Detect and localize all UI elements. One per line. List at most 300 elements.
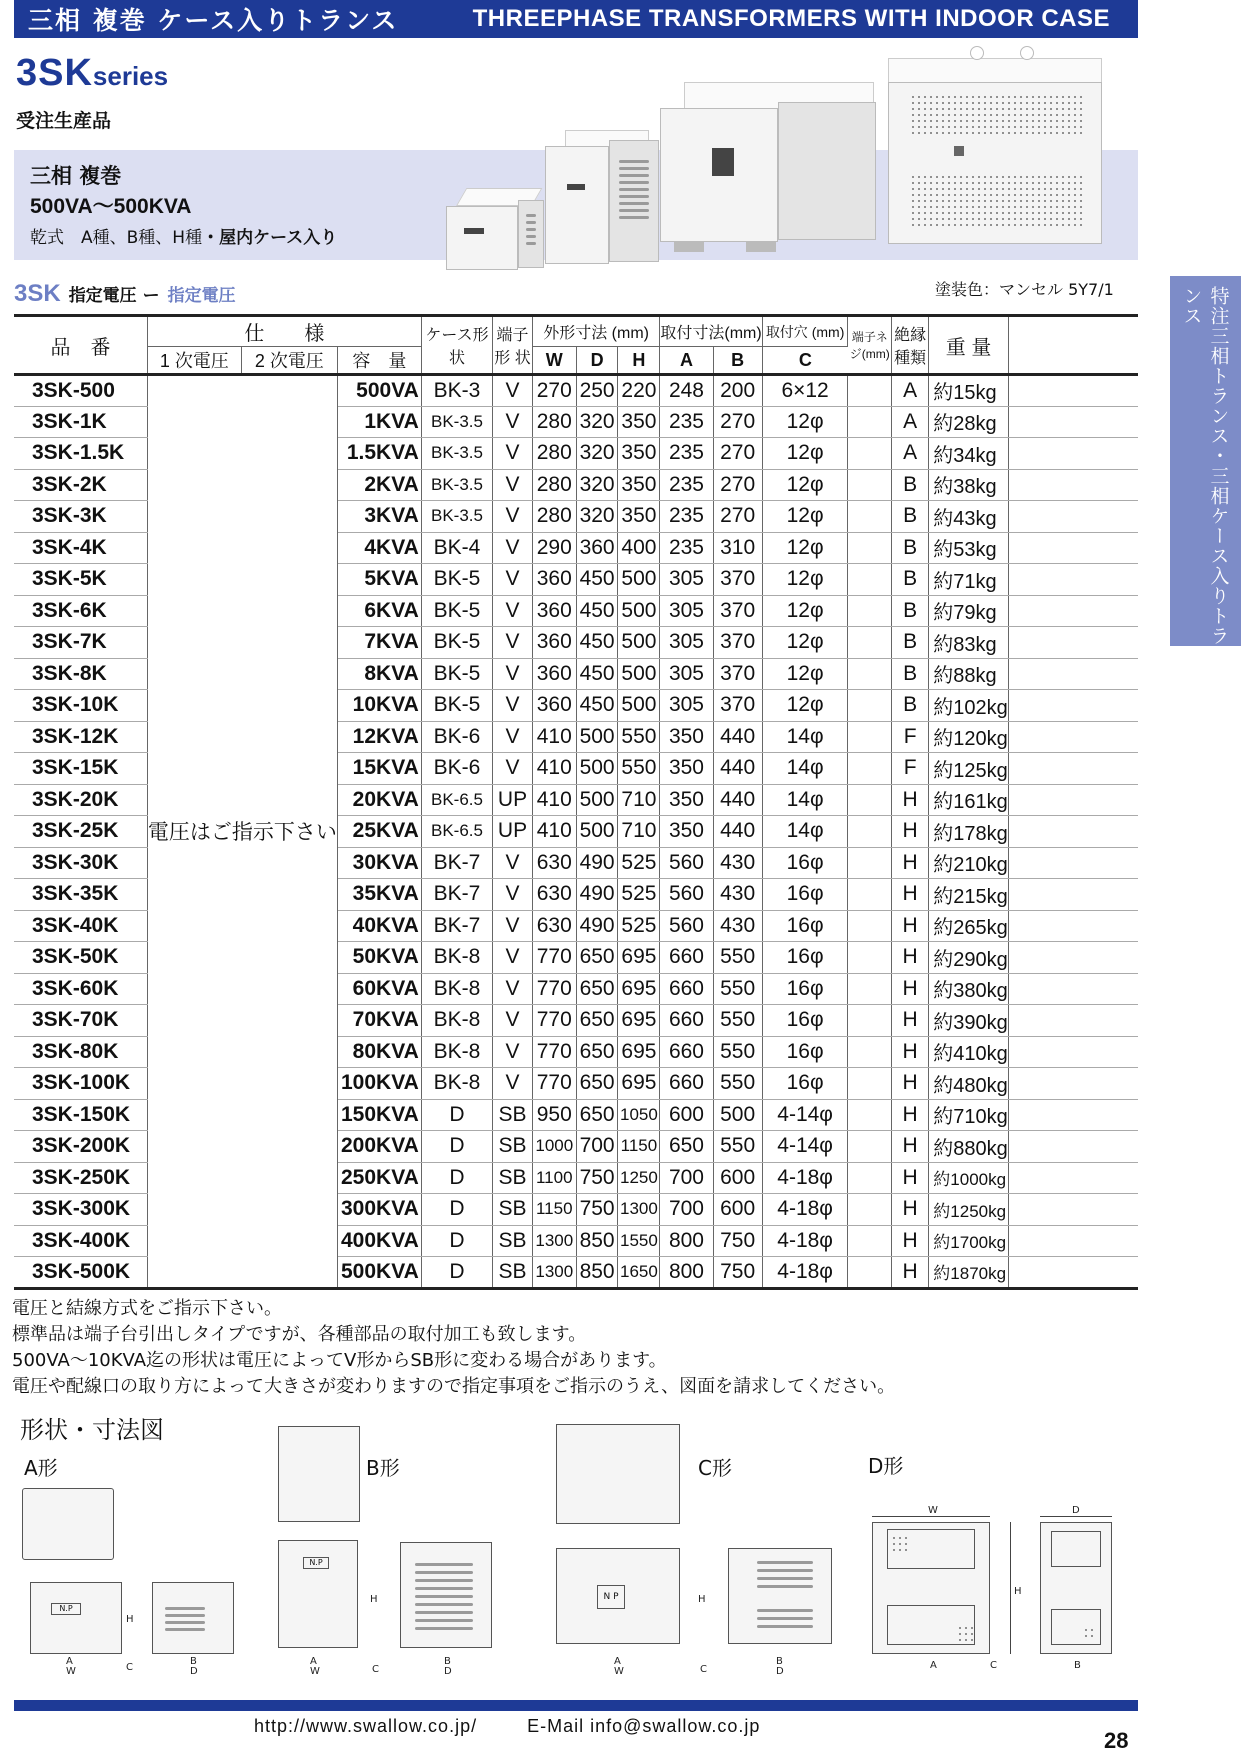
cell-a: 305 (660, 564, 713, 596)
cell-terminal-screw (848, 1005, 892, 1037)
cell-w: 770 (532, 942, 576, 974)
cell-insulation: A (891, 406, 928, 438)
cell-d: 450 (576, 627, 618, 659)
cell-c: 16φ (762, 910, 848, 942)
cell-model: 3SK-20K (14, 784, 147, 816)
footer-bar (14, 1700, 1138, 1711)
cell-insulation: B (891, 564, 928, 596)
cell-insulation: H (891, 1036, 928, 1068)
cell-b: 270 (713, 501, 762, 533)
cell-terminal-shape: V (493, 532, 533, 564)
cell-b: 270 (713, 406, 762, 438)
cell-a: 248 (660, 375, 713, 407)
cell-terminal-shape: V (493, 721, 533, 753)
series-big: 3SK (16, 52, 93, 94)
cell-a: 235 (660, 406, 713, 438)
cell-c: 4-18φ (762, 1194, 848, 1226)
cell-w: 630 (532, 879, 576, 911)
cell-spacer (1008, 1068, 1138, 1100)
cell-d: 320 (576, 469, 618, 501)
cell-spacer (1008, 784, 1138, 816)
cell-a: 305 (660, 627, 713, 659)
cell-terminal-shape: V (493, 690, 533, 722)
cell-h: 350 (618, 438, 660, 470)
cell-terminal-screw (848, 501, 892, 533)
cell-spacer (1008, 879, 1138, 911)
note-1: 電圧と結線方式をご指示下さい。 (12, 1298, 282, 1319)
cell-a: 660 (660, 942, 713, 974)
cell-b: 310 (713, 532, 762, 564)
cell-a: 235 (660, 469, 713, 501)
cell-model: 3SK-15K (14, 753, 147, 785)
cell-insulation: H (891, 1162, 928, 1194)
cell-c: 12φ (762, 658, 848, 690)
cell-h: 550 (618, 721, 660, 753)
cell-insulation: H (891, 1225, 928, 1257)
cell-spacer (1008, 910, 1138, 942)
cell-case-shape: BK-5 (421, 595, 492, 627)
shape-c-dim-h: H (698, 1594, 706, 1605)
cell-terminal-shape: V (493, 438, 533, 470)
cell-insulation: B (891, 595, 928, 627)
cell-spacer (1008, 1225, 1138, 1257)
cell-d: 360 (576, 532, 618, 564)
cell-weight: 約390kg (929, 1005, 1009, 1037)
cell-weight: 約161kg (929, 784, 1009, 816)
shape-a-label: A形 (24, 1456, 58, 1480)
cell-terminal-shape: V (493, 658, 533, 690)
cell-insulation: H (891, 816, 928, 848)
cell-b: 550 (713, 1036, 762, 1068)
cell-terminal-shape: V (493, 847, 533, 879)
cell-w: 410 (532, 721, 576, 753)
shape-b-np: N.P (303, 1557, 329, 1569)
shape-d-dim-d: D (1072, 1505, 1080, 1516)
cell-case-shape: BK-8 (421, 1005, 492, 1037)
shape-d-dim-w: W (928, 1505, 938, 1516)
cell-b: 750 (713, 1257, 762, 1289)
cell-weight: 約880kg (929, 1131, 1009, 1163)
cell-terminal-shape: SB (493, 1194, 533, 1226)
cell-c: 4-14φ (762, 1131, 848, 1163)
cell-d: 700 (576, 1131, 618, 1163)
cell-c: 12φ (762, 627, 848, 659)
cell-spacer (1008, 847, 1138, 879)
cell-a: 650 (660, 1131, 713, 1163)
product-image-large (660, 82, 880, 262)
cell-b: 430 (713, 847, 762, 879)
th-capacity: 容 量 (337, 347, 421, 375)
cell-terminal-shape: V (493, 627, 533, 659)
cell-d: 650 (576, 1005, 618, 1037)
cell-model: 3SK-60K (14, 973, 147, 1005)
cell-terminal-screw (848, 532, 892, 564)
cell-w: 770 (532, 973, 576, 1005)
cell-weight: 約38kg (929, 469, 1009, 501)
cell-weight: 約83kg (929, 627, 1009, 659)
cell-b: 270 (713, 469, 762, 501)
cell-model: 3SK-1K (14, 406, 147, 438)
cell-spacer (1008, 753, 1138, 785)
cell-a: 235 (660, 501, 713, 533)
cell-b: 500 (713, 1099, 762, 1131)
cell-case-shape: BK-3.5 (421, 501, 492, 533)
th-case-shape: ケース形 状 (421, 316, 492, 375)
cell-weight: 約265kg (929, 910, 1009, 942)
cell-case-shape: BK-7 (421, 879, 492, 911)
header-bar (14, 0, 1138, 38)
shape-d-dim-c: C (990, 1660, 997, 1671)
cell-h: 525 (618, 910, 660, 942)
cell-a: 800 (660, 1225, 713, 1257)
cell-d: 450 (576, 564, 618, 596)
cell-h: 1300 (618, 1194, 660, 1226)
cell-c: 14φ (762, 816, 848, 848)
cell-a: 660 (660, 973, 713, 1005)
cell-case-shape: BK-8 (421, 1036, 492, 1068)
cell-spacer (1008, 942, 1138, 974)
note-2: 標準品は端子台引出しタイプですが、各種部品の取付加工も致します。 (12, 1324, 587, 1345)
cell-weight: 約1250kg (929, 1194, 1009, 1226)
cell-a: 660 (660, 1068, 713, 1100)
cell-b: 370 (713, 595, 762, 627)
cell-w: 630 (532, 910, 576, 942)
cell-case-shape: BK-3 (421, 375, 492, 407)
cell-spacer (1008, 406, 1138, 438)
cell-capacity: 4KVA (337, 532, 421, 564)
cell-insulation: H (891, 879, 928, 911)
cell-model: 3SK-6K (14, 595, 147, 627)
cell-capacity: 2KVA (337, 469, 421, 501)
cell-a: 700 (660, 1162, 713, 1194)
shape-c-front-view (556, 1548, 680, 1644)
cell-insulation: H (891, 1005, 928, 1037)
cell-c: 12φ (762, 406, 848, 438)
cell-d: 450 (576, 595, 618, 627)
shape-a-np: N.P (51, 1603, 81, 1615)
cell-case-shape: D (421, 1162, 492, 1194)
cell-w: 1300 (532, 1225, 576, 1257)
th-model: 品 番 (14, 316, 147, 375)
cell-spacer (1008, 1005, 1138, 1037)
cell-d: 650 (576, 1099, 618, 1131)
cell-insulation: F (891, 721, 928, 753)
cell-insulation: B (891, 627, 928, 659)
shape-d-dim-b: B (1074, 1660, 1081, 1671)
cell-capacity: 70KVA (337, 1005, 421, 1037)
cell-insulation: B (891, 469, 928, 501)
side-tab-label: 特注三相トランス・三相ケース入りトランス (1180, 286, 1230, 646)
cell-b: 440 (713, 784, 762, 816)
cell-insulation: F (891, 753, 928, 785)
cell-terminal-screw (848, 753, 892, 785)
cell-a: 560 (660, 879, 713, 911)
paint-color: 塗装色：マンセル 5Y7/1 (935, 280, 1114, 299)
cell-model: 3SK-12K (14, 721, 147, 753)
note-3: 500VA～10KVA迄の形状は電圧によってV形からSB形に変わる場合があります。 (12, 1350, 667, 1371)
cell-a: 350 (660, 816, 713, 848)
cell-terminal-shape: V (493, 501, 533, 533)
cell-terminal-shape: V (493, 469, 533, 501)
cell-terminal-screw (848, 564, 892, 596)
shape-c-dim-w: W (614, 1666, 624, 1677)
cell-weight: 約53kg (929, 532, 1009, 564)
cell-terminal-screw (848, 1194, 892, 1226)
cell-case-shape: BK-6.5 (421, 784, 492, 816)
cell-capacity: 10KVA (337, 690, 421, 722)
cell-b: 440 (713, 816, 762, 848)
subheading-text2: 指定電圧 (167, 286, 236, 306)
product-image-medium (545, 130, 660, 266)
cell-weight: 約71kg (929, 564, 1009, 596)
cell-terminal-screw (848, 1036, 892, 1068)
shape-b-dim-w: W (310, 1666, 320, 1677)
shape-a-dim-b: B (190, 1656, 197, 1667)
cell-case-shape: BK-7 (421, 847, 492, 879)
cell-terminal-screw (848, 595, 892, 627)
cell-model: 3SK-400K (14, 1225, 147, 1257)
cell-model: 3SK-5K (14, 564, 147, 596)
cell-terminal-shape: V (493, 564, 533, 596)
cell-d: 320 (576, 406, 618, 438)
cell-c: 12φ (762, 469, 848, 501)
cell-h: 500 (618, 564, 660, 596)
footer-url[interactable]: http://www.swallow.co.jp/ (254, 1716, 478, 1736)
shape-b-side-view (400, 1542, 492, 1648)
cell-c: 14φ (762, 753, 848, 785)
cell-spacer (1008, 721, 1138, 753)
cell-capacity: 40KVA (337, 910, 421, 942)
cell-case-shape: BK-5 (421, 690, 492, 722)
cell-insulation: B (891, 690, 928, 722)
cell-w: 410 (532, 816, 576, 848)
cell-w: 770 (532, 1005, 576, 1037)
cell-b: 440 (713, 721, 762, 753)
series-title (16, 52, 168, 95)
subheading-text1: 指定電圧 ー (68, 286, 160, 306)
cell-capacity: 1KVA (337, 406, 421, 438)
cell-a: 350 (660, 721, 713, 753)
shape-a-side-view (152, 1582, 234, 1654)
th-d: D (576, 347, 618, 375)
cell-h: 350 (618, 501, 660, 533)
cell-spacer (1008, 532, 1138, 564)
cell-d: 650 (576, 973, 618, 1005)
th-spacer (1008, 316, 1138, 375)
shape-a-dim-d: D (190, 1666, 198, 1677)
cell-spacer (1008, 595, 1138, 627)
cell-spacer (1008, 469, 1138, 501)
cell-w: 1300 (532, 1257, 576, 1289)
cell-capacity: 25KVA (337, 816, 421, 848)
cell-model: 3SK-7K (14, 627, 147, 659)
cell-capacity: 60KVA (337, 973, 421, 1005)
shape-d-dim-a: A (930, 1660, 937, 1671)
cell-capacity: 200KVA (337, 1131, 421, 1163)
th-a: A (660, 347, 713, 375)
cell-terminal-screw (848, 879, 892, 911)
cell-c: 12φ (762, 438, 848, 470)
cell-h: 220 (618, 375, 660, 407)
cell-model: 3SK-2K (14, 469, 147, 501)
cell-weight: 約120kg (929, 721, 1009, 753)
cell-w: 770 (532, 1068, 576, 1100)
th-primary: 1 次電圧 (147, 347, 241, 375)
cell-terminal-screw (848, 469, 892, 501)
th-mount-hole: 取付穴 (mm) (762, 316, 848, 347)
cell-insulation: H (891, 784, 928, 816)
shape-d-label: D形 (868, 1454, 904, 1478)
footer-email[interactable]: E-Mail info@swallow.co.jp (527, 1716, 761, 1736)
cell-b: 370 (713, 627, 762, 659)
cell-spacer (1008, 973, 1138, 1005)
cell-terminal-screw (848, 816, 892, 848)
cell-insulation: A (891, 438, 928, 470)
cell-weight: 約1870kg (929, 1257, 1009, 1289)
cell-terminal-shape: V (493, 375, 533, 407)
cell-b: 370 (713, 690, 762, 722)
cell-terminal-shape: V (493, 1068, 533, 1100)
cell-capacity: 500VA (337, 375, 421, 407)
cell-model: 3SK-300K (14, 1194, 147, 1226)
cell-case-shape: BK-6 (421, 721, 492, 753)
cell-capacity: 20KVA (337, 784, 421, 816)
cell-h: 1150 (618, 1131, 660, 1163)
cell-d: 320 (576, 438, 618, 470)
cell-terminal-shape: SB (493, 1131, 533, 1163)
cell-spacer (1008, 816, 1138, 848)
th-c: C (762, 347, 848, 375)
cell-c: 16φ (762, 879, 848, 911)
th-b: B (713, 347, 762, 375)
cell-terminal-shape: V (493, 1036, 533, 1068)
product-image-xlarge (880, 46, 1110, 250)
cell-weight: 約480kg (929, 1068, 1009, 1100)
cell-model: 3SK-250K (14, 1162, 147, 1194)
cell-model: 3SK-4K (14, 532, 147, 564)
cell-c: 4-14φ (762, 1099, 848, 1131)
cell-case-shape: D (421, 1194, 492, 1226)
cell-weight: 約15kg (929, 375, 1009, 407)
cell-terminal-shape: V (493, 973, 533, 1005)
cell-terminal-shape: V (493, 910, 533, 942)
cell-spacer (1008, 627, 1138, 659)
cell-w: 360 (532, 690, 576, 722)
shape-a-front-view (30, 1582, 122, 1654)
cell-d: 490 (576, 847, 618, 879)
cell-insulation: H (891, 847, 928, 879)
cell-model: 3SK-500 (14, 375, 147, 407)
th-outer-dim: 外形寸法 (mm) (532, 316, 660, 347)
cell-model: 3SK-35K (14, 879, 147, 911)
shape-d-w-line (872, 1516, 990, 1517)
cell-a: 235 (660, 532, 713, 564)
cell-a: 235 (660, 438, 713, 470)
cell-a: 560 (660, 847, 713, 879)
cell-d: 500 (576, 784, 618, 816)
cell-voltage-note: 電圧はご指示下さい (147, 375, 337, 1289)
cell-capacity: 50KVA (337, 942, 421, 974)
shape-c-label: C形 (698, 1456, 732, 1480)
cell-d: 320 (576, 501, 618, 533)
cell-d: 500 (576, 753, 618, 785)
side-tab (1170, 276, 1241, 646)
cell-spacer (1008, 1131, 1138, 1163)
th-weight: 重 量 (929, 316, 1009, 375)
cell-d: 850 (576, 1225, 618, 1257)
hero-line3-b: ・屋内ケース入り (202, 228, 338, 248)
cell-w: 410 (532, 784, 576, 816)
cell-model: 3SK-200K (14, 1131, 147, 1163)
cell-capacity: 15KVA (337, 753, 421, 785)
cell-h: 710 (618, 784, 660, 816)
cell-terminal-shape: UP (493, 816, 533, 848)
cell-w: 630 (532, 847, 576, 879)
cell-terminal-screw (848, 690, 892, 722)
cell-capacity: 35KVA (337, 879, 421, 911)
cell-insulation: H (891, 942, 928, 974)
cell-weight: 約102kg (929, 690, 1009, 722)
cell-terminal-screw (848, 1225, 892, 1257)
cell-b: 550 (713, 1131, 762, 1163)
cell-terminal-screw (848, 1099, 892, 1131)
cell-terminal-shape: V (493, 942, 533, 974)
cell-c: 4-18φ (762, 1162, 848, 1194)
cell-w: 360 (532, 564, 576, 596)
hero-line3-a: 乾式 A種、B種、H種 (30, 228, 203, 248)
cell-insulation: H (891, 1257, 928, 1289)
cell-case-shape: D (421, 1257, 492, 1289)
cell-c: 12φ (762, 595, 848, 627)
cell-d: 650 (576, 942, 618, 974)
cell-case-shape: BK-3.5 (421, 469, 492, 501)
shape-c-dim-b: B (776, 1656, 783, 1667)
cell-weight: 約380kg (929, 973, 1009, 1005)
cell-a: 600 (660, 1099, 713, 1131)
cell-terminal-screw (848, 627, 892, 659)
cell-model: 3SK-500K (14, 1257, 147, 1289)
cell-h: 525 (618, 879, 660, 911)
cell-capacity: 3KVA (337, 501, 421, 533)
shape-b-dim-b: B (444, 1656, 451, 1667)
cell-d: 490 (576, 910, 618, 942)
cell-h: 1650 (618, 1257, 660, 1289)
cell-b: 550 (713, 942, 762, 974)
cell-case-shape: D (421, 1099, 492, 1131)
cell-b: 270 (713, 438, 762, 470)
cell-w: 280 (532, 501, 576, 533)
cell-w: 290 (532, 532, 576, 564)
cell-weight: 約28kg (929, 406, 1009, 438)
cell-w: 270 (532, 375, 576, 407)
table-row (14, 375, 1138, 407)
cell-w: 410 (532, 753, 576, 785)
cell-terminal-screw (848, 942, 892, 974)
th-w: W (532, 347, 576, 375)
cell-capacity: 7KVA (337, 627, 421, 659)
cell-case-shape: D (421, 1225, 492, 1257)
cell-w: 280 (532, 438, 576, 470)
diagram-section-title: 形状・寸法図 (20, 1416, 164, 1444)
cell-weight: 約178kg (929, 816, 1009, 848)
cell-model: 3SK-80K (14, 1036, 147, 1068)
shape-d-front-view (872, 1522, 990, 1654)
cell-a: 305 (660, 595, 713, 627)
cell-c: 12φ (762, 532, 848, 564)
cell-model: 3SK-10K (14, 690, 147, 722)
cell-weight: 約43kg (929, 501, 1009, 533)
cell-spacer (1008, 690, 1138, 722)
